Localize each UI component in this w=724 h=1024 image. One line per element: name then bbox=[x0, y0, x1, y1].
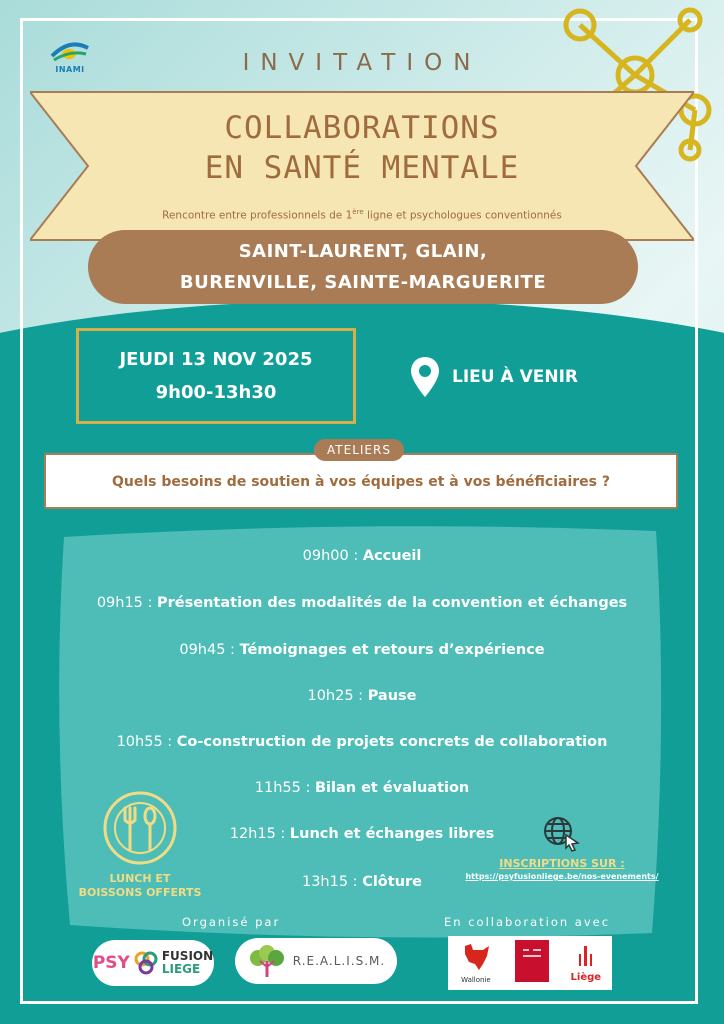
event-subtitle bbox=[30, 208, 694, 222]
cutlery-plate-icon bbox=[102, 790, 178, 866]
ateliers-question: Quels besoins de soutien à vos équipes et à vos bénéficiaires ? bbox=[44, 453, 678, 509]
lunch-line1: LUNCH ET bbox=[109, 872, 171, 885]
programme-separator: : bbox=[162, 734, 177, 750]
programme-time: 09h45 bbox=[179, 642, 226, 658]
programme-separator: : bbox=[348, 548, 363, 564]
venue-text: LIEU À VENIR bbox=[452, 367, 578, 387]
programme-time: 09h00 bbox=[302, 548, 349, 564]
fusion-liege-text bbox=[162, 950, 213, 976]
subtitle-post: ligne et psychologues conventionnés bbox=[363, 209, 562, 222]
lunch-info bbox=[70, 790, 210, 900]
liege-word: LIEGE bbox=[161, 962, 201, 976]
organised-by-label: Organisé par bbox=[182, 915, 281, 929]
inscriptions-link[interactable]: https://psyfusionliege.be/nos-evenements/ bbox=[465, 872, 659, 881]
programme-label: Lunch et échanges libres bbox=[289, 826, 495, 842]
event-title-line1: COLLABORATIONS bbox=[224, 110, 500, 146]
event-date: JEUDI 13 NOV 2025 bbox=[119, 349, 313, 370]
psy-text: PSY bbox=[92, 953, 130, 973]
programme-label: Accueil bbox=[362, 548, 422, 564]
inscriptions bbox=[462, 815, 662, 881]
inami-logo-text: INAMI bbox=[55, 65, 85, 74]
event-title bbox=[30, 108, 694, 188]
programme-time: 09h15 bbox=[96, 595, 143, 611]
wallonie-rooster-icon bbox=[459, 942, 493, 972]
programme-separator: : bbox=[225, 642, 240, 658]
programme-item bbox=[0, 548, 724, 564]
programme-item bbox=[0, 642, 724, 658]
programme-time: 10h25 bbox=[307, 688, 354, 704]
wallonie-text: Wallonie bbox=[461, 976, 491, 984]
psy-fusion-liege-logo bbox=[92, 940, 214, 986]
invitation-heading: INVITATION bbox=[242, 50, 482, 76]
programme-label: Co-construction de projets concrets de collaboration bbox=[176, 734, 608, 750]
location-line1: SAINT-LAURENT, GLAIN, bbox=[238, 241, 488, 262]
liege-city-text: Liège bbox=[570, 971, 602, 983]
liege-perron-icon bbox=[571, 944, 601, 968]
programme-time: 10h55 bbox=[116, 734, 163, 750]
programme-label: Témoignages et retours d’expérience bbox=[239, 642, 545, 658]
event-title-line2: EN SANTÉ MENTALE bbox=[204, 150, 520, 186]
programme-time: 12h15 bbox=[229, 826, 276, 842]
lunch-line2: BOISSONS OFFERTS bbox=[78, 886, 202, 899]
globe-cursor-icon bbox=[542, 815, 582, 853]
date-box bbox=[76, 328, 356, 424]
programme-label: Clôture bbox=[362, 874, 422, 890]
title-ribbon bbox=[30, 90, 694, 242]
location-pill bbox=[88, 230, 638, 304]
fusion-word: FUSION bbox=[161, 949, 214, 963]
inscriptions-label: INSCRIPTIONS SUR : bbox=[499, 857, 625, 870]
programme-separator: : bbox=[348, 874, 363, 890]
programme-separator: : bbox=[275, 826, 290, 842]
programme-label: Présentation des modalités de la convention et échanges bbox=[157, 595, 628, 611]
province-liege-icon bbox=[515, 940, 549, 982]
programme-time: 13h15 bbox=[301, 874, 349, 890]
programme-time: 11h55 bbox=[254, 780, 301, 796]
programme-separator: : bbox=[353, 688, 368, 704]
event-time: 9h00-13h30 bbox=[155, 382, 277, 403]
programme-label: Bilan et évaluation bbox=[314, 780, 470, 796]
fusion-knot-icon bbox=[133, 950, 159, 976]
province-liege-logo bbox=[515, 940, 549, 986]
ville-liege-logo bbox=[571, 944, 602, 983]
programme-separator: : bbox=[300, 780, 315, 796]
programme-item bbox=[0, 688, 724, 704]
map-pin-icon bbox=[410, 356, 440, 398]
collaboration-label: En collaboration avec bbox=[444, 915, 611, 929]
realism-logo bbox=[235, 938, 397, 984]
realism-text: R.E.A.L.I.S.M. bbox=[292, 954, 386, 968]
programme-separator: : bbox=[142, 595, 158, 611]
subtitle-pre: Rencontre entre professionnels de 1 bbox=[162, 209, 353, 222]
realism-tree-icon bbox=[247, 943, 287, 979]
wallonie-logo bbox=[459, 942, 493, 984]
subtitle-sup: ère bbox=[352, 208, 364, 216]
ateliers-tag: ATELIERS bbox=[314, 439, 404, 461]
programme-item bbox=[0, 595, 724, 611]
location-line2: BURENVILLE, SAINTE-MARGUERITE bbox=[179, 272, 547, 293]
programme-item bbox=[0, 734, 724, 750]
partner-logos bbox=[448, 936, 612, 990]
programme-label: Pause bbox=[367, 688, 417, 704]
venue bbox=[410, 356, 578, 398]
